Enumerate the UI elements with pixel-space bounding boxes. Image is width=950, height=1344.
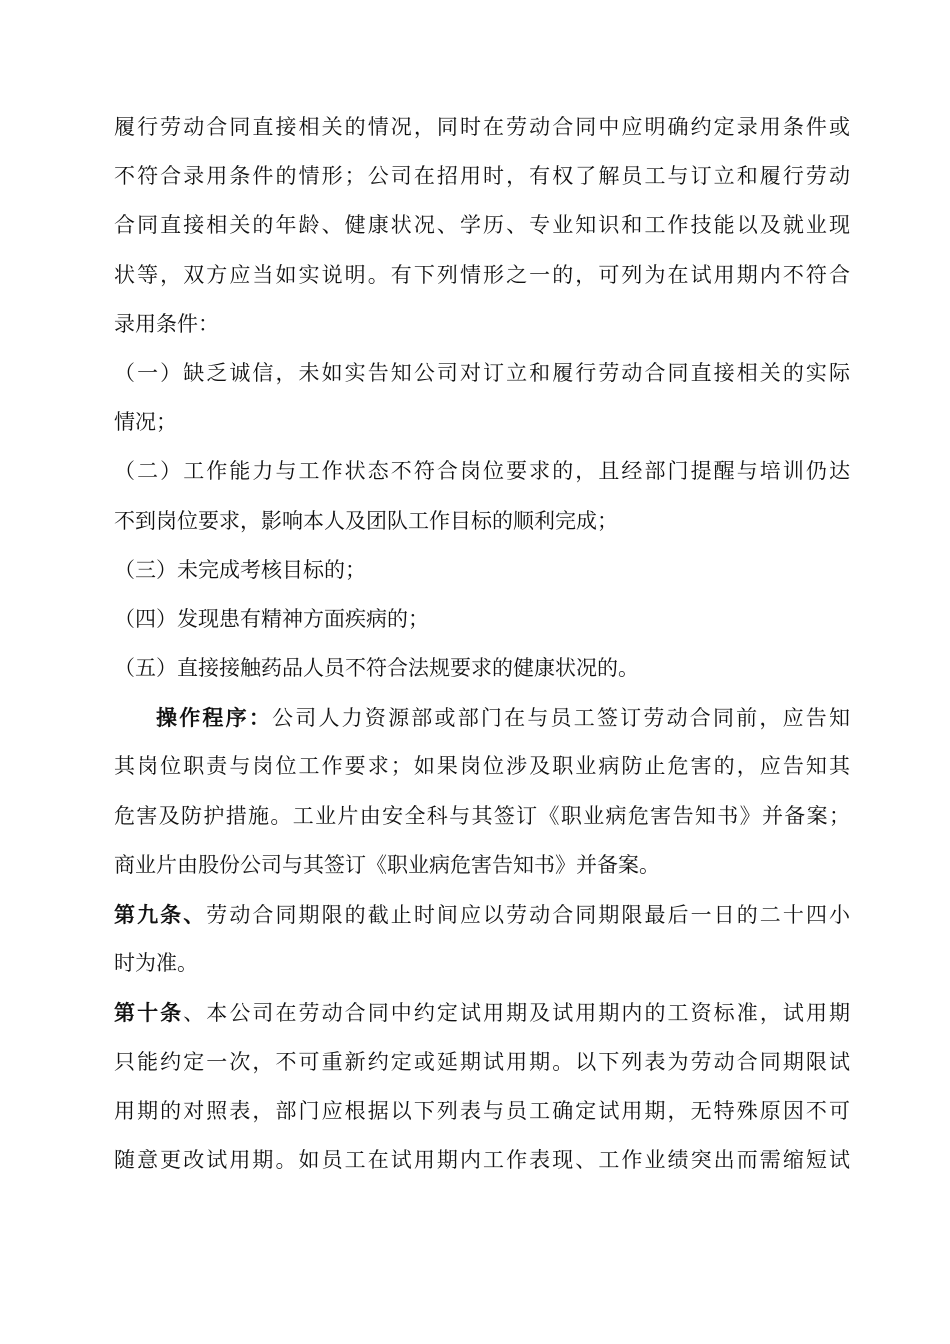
line-text: 用期的对照表，部门应根据以下列表与员工确定试用期，无特殊原因不可 (114, 1098, 850, 1123)
text-line (114, 201, 850, 250)
text-line (114, 497, 850, 546)
procedure-paragraph (114, 693, 850, 742)
text-line (114, 792, 850, 841)
article-9-heading: 第九条、 (114, 902, 207, 927)
text-line (114, 1136, 850, 1185)
line-text: 危害及防护措施。工业片由安全科与其签订《职业病危害告知书》并备案； (114, 803, 850, 828)
procedure-heading: 操作程序： (156, 705, 273, 731)
line-text: 随意更改试用期。如员工在试用期内工作表现、工作业绩突出而需缩短试 (114, 1147, 850, 1172)
text-line (114, 251, 850, 300)
text-line (114, 742, 850, 791)
line-text: 、本公司在劳动合同中约定试用期及试用期内的工资标准，试用期 (183, 1001, 850, 1026)
document-body (114, 103, 850, 1185)
list-item-2 (114, 447, 850, 496)
text-line (114, 103, 850, 152)
text-line (114, 841, 850, 890)
line-text: 其岗位职责与岗位工作要求；如果岗位涉及职业病防止危害的，应告知其 (114, 754, 850, 779)
line-text: 合同直接相关的年龄、健康状况、学历、专业知识和工作技能以及就业现 (114, 213, 850, 238)
text-line (114, 1087, 850, 1136)
line-text: （三）未完成考核目标的； (114, 557, 366, 582)
line-text: 录用条件： (114, 311, 219, 336)
text-line (114, 1038, 850, 1087)
line-text: （一）缺乏诚信，未如实告知公司对订立和履行劳动合同直接相关的实际 (114, 360, 850, 385)
list-item-4 (114, 595, 850, 644)
article-10 (114, 988, 850, 1037)
line-text: 公司人力资源部或部门在与员工签订劳动合同前，应告知 (272, 706, 850, 731)
line-text: 不符合录用条件的情形；公司在招用时，有权了解员工与订立和履行劳动 (114, 164, 850, 189)
line-text: （五）直接接触药品人员不符合法规要求的健康状况的。 (114, 656, 639, 681)
line-text: 不到岗位要求，影响本人及团队工作目标的顺利完成； (114, 508, 618, 533)
line-text: 状等，双方应当如实说明。有下列情形之一的，可列为在试用期内不符合 (114, 262, 850, 287)
line-text: （二）工作能力与工作状态不符合岗位要求的，且经部门提醒与培训仍达 (114, 459, 850, 484)
text-line (114, 398, 850, 447)
line-text: 劳动合同期限的截止时间应以劳动合同期限最后一日的二十四小 (206, 903, 850, 927)
line-text: 只能约定一次，不可重新约定或延期试用期。以下列表为劳动合同期限试 (114, 1049, 850, 1074)
line-text: 履行劳动合同直接相关的情况，同时在劳动合同中应明确约定录用条件或 (114, 115, 850, 139)
line-text: 商业片由股份公司与其签订《职业病危害告知书》并备案。 (114, 852, 660, 877)
line-text: 时为准。 (114, 951, 198, 976)
list-item-5 (114, 644, 850, 693)
line-text: 情况； (114, 410, 177, 435)
article-9 (114, 890, 850, 939)
text-line (114, 939, 850, 988)
line-text: （四）发现患有精神方面疾病的； (114, 606, 429, 631)
list-item-1 (114, 349, 850, 398)
list-item-3 (114, 546, 850, 595)
text-line (114, 152, 850, 201)
text-line (114, 300, 850, 349)
article-10-heading: 第十条 (114, 1000, 184, 1026)
